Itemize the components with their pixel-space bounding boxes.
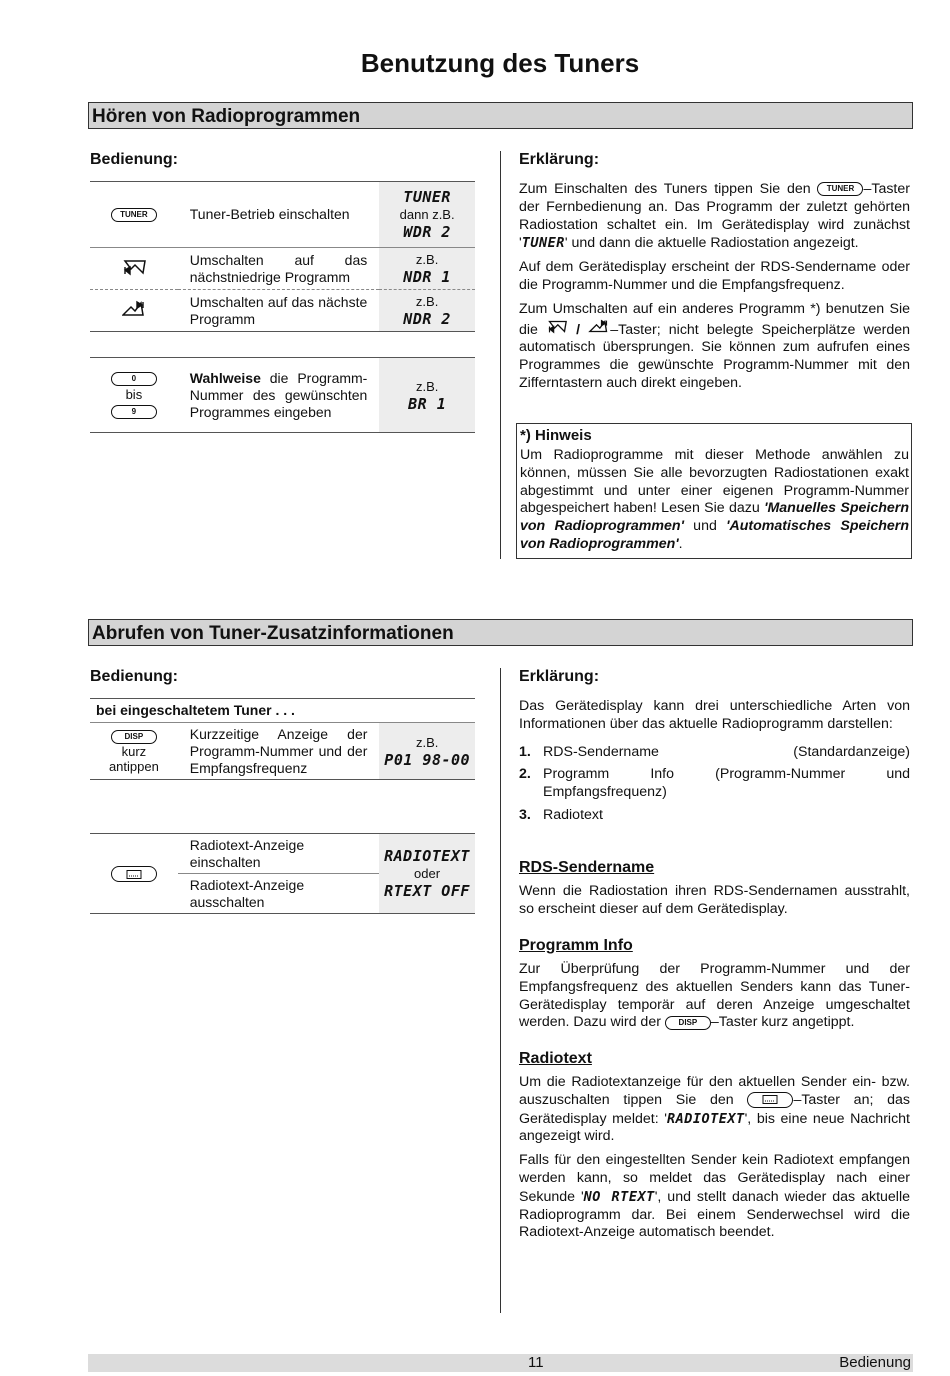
text: . [678,535,683,552]
text: und [683,518,727,535]
display-text: NO RTEXT [583,1188,655,1205]
text: –Taster; nicht belegte Speicherplätze werden automatisch übersprungen. Sie können zum aufrufen eines Programmes die gewünschte Programm-Nummer mit den Zifferntastern auch direkt eingeben. [519,321,910,391]
text: –Taster kurz angetippt. [710,1014,855,1031]
row-header: bei eingeschaltetem Tuner . . . [96,702,295,718]
radiotext-button-icon [747,1092,793,1108]
display-text: RADIOTEXT [666,1110,745,1127]
tuner-button-icon: TUNER [111,208,157,222]
text: Um die Radiotextanzeige für den aktuellen Sender ein- bzw. auszuschalten tippen Sie den [519,1074,910,1108]
display-text: TUNER [521,235,565,252]
operation-table [90,181,475,332]
note-box [516,423,912,559]
rds-text: Wenn die Radiostation ihren RDS-Sendernamen ausstrahlt, so erscheint dieser auf dem Gerätedisplay. [519,883,910,917]
list-extra: (Standardanzeige) [793,743,910,760]
display-caption: dann z.B. [399,207,455,222]
text: –Taster an; das Gerätedisplay meldet: ' [519,1091,910,1127]
table-row [90,290,475,332]
table-row [90,182,475,248]
bedienung-heading: Bedienung: [90,668,178,685]
page-title: Benutzung des Tuners [360,48,640,78]
radiotext-button-icon [111,866,157,882]
display-text: RTEXT OFF [384,882,470,900]
display-caption: z.B. [415,252,439,267]
row-text: Radiotext-Anzeige ausschalten [189,876,305,910]
display-text: BR 1 [408,394,447,413]
list-item [519,744,910,762]
paragraph: Das Gerätedisplay kann drei unterschiedliche Arten von Informationen über das aktuelle Radioprogramm darstellen: [519,698,910,732]
explanation-text [519,181,910,399]
display-text: P01 98-00 [384,750,471,769]
explanation-text [519,698,910,825]
text: –Taster der Fernbedienung an. Das Programm der zuletzt gehörten Radiostation schaltet ein. Im Gerätedisplay wird zunächst ' [519,181,910,252]
display-text: NDR 1 [403,268,451,286]
paragraph [519,1074,910,1146]
column-divider [500,151,501,559]
text: ' und dann die aktuelle Radiostation angezeigt. [564,235,859,252]
row-text: Radiotext-Anzeige einschalten [189,836,305,870]
button-hint: kurz [121,743,147,759]
list-text: RDS-Sendername [543,743,659,760]
row-text: Umschalten auf das nächstniedrige Programm [189,251,368,285]
row-text-bold: Wahlweise [189,369,261,386]
range-label: bis [125,387,143,402]
prev-station-icon [122,258,146,276]
display-text: RADIOTEXT [384,847,470,865]
radiotext-heading: Radiotext [519,1050,592,1067]
tuner-button-icon: TUNER [817,182,863,196]
radiotext-text [519,1074,910,1248]
paragraph [519,301,910,393]
list-number: 3. [519,806,531,823]
erklaerung-heading: Erklärung: [519,151,600,168]
display-caption: z.B. [415,378,439,394]
paragraph: Auf dem Gerätedisplay erscheint der RDS-Sendername oder die Programm-Nummer und die Empfangsfrequenz. [519,259,910,293]
display-caption: oder [414,866,441,881]
page-number: 11 [528,1354,544,1371]
text: Falls für den eingestellten Sender kein Radiotext empfangen werden kann, so meldet das Gerätedisplay nach einer Sekunde ' [519,1152,910,1205]
row-text: Tuner-Betrieb einschalten [189,206,350,222]
list-number: 1. [519,743,531,760]
info-list [519,744,910,825]
display-text: WDR 2 [403,223,451,241]
text: Zum Einschalten des Tuners tippen Sie den [519,181,811,197]
display-caption: z.B. [415,294,439,309]
section-heading-info: Abrufen von Tuner-Zusatzinformationen [88,619,913,646]
list-item [519,807,910,825]
table-row [90,699,475,723]
next-station-icon [588,319,610,334]
display-text: NDR 2 [403,310,451,328]
table-row [90,358,475,433]
display-caption: z.B. [415,734,439,750]
text: Zur Überprüfung der Programm-Nummer und der Empfangsfrequenz des aktuellen Senders kann das Tuner-Gerätedisplay temporär auf deren Anzeige umgeschaltet werden. Dazu wird der [519,961,910,1031]
table-row [90,248,475,290]
radiotext-table [90,833,475,914]
info-table [90,698,475,780]
reference-manual: 'Manuelles Speichern von Radioprogrammen' [520,500,909,535]
rds-heading: RDS-Sendername [519,859,655,876]
digit-0-button-icon: 0 [111,372,157,386]
note-text [520,447,909,554]
section-heading-radio: Hören von Radioprogrammen [88,102,913,129]
row-text-rest: die Programm-Nummer des gewünschten Programmes eingeben [189,369,368,420]
direct-select-table [90,357,475,433]
row-text: Kurzzeitige Anzeige der Programm-Nummer und der Empfangsfrequenz [189,725,368,776]
page-footer [88,1354,913,1372]
table-row [90,723,475,780]
list-text: Programm Info (Programm-Nummer und Empfangsfrequenz) [543,766,910,801]
footer-label: Bedienung [839,1354,911,1371]
text: Zum Umschalten auf ein anderes Programm *) benutzen Sie die [519,300,910,338]
list-text: Radiotext [543,806,603,823]
programm-info-text [519,961,910,1032]
programm-info-heading: Programm Info [519,937,633,954]
list-item [519,766,910,802]
next-station-icon [122,300,146,318]
bedienung-heading: Bedienung: [90,151,178,168]
table-row [90,834,475,874]
separator: / [576,321,581,338]
list-number: 2. [519,766,531,783]
text: ', bis eine neue Nachricht angezeigt wird. [519,1110,910,1145]
column-divider [500,668,501,1313]
paragraph [519,181,910,253]
disp-button-icon: DISP [665,1016,711,1030]
disp-button-icon: DISP [111,730,157,744]
button-hint: antippen [108,758,159,774]
paragraph [519,1152,910,1242]
row-text: Umschalten auf das nächste Programm [189,293,368,327]
text: ', und stellt danach wieder das aktuelle Radioprogramm dar. Bei einem Senderwechsel wird die Radiotext-Anzeige automatisch beendet. [519,1188,910,1241]
reference-auto: 'Automatisches Speichern von Radioprogrammen' [520,518,909,552]
prev-station-icon [546,319,568,334]
display-text: TUNER [403,188,451,206]
digit-9-button-icon: 9 [111,405,157,419]
note-heading: *) Hinweis [520,427,592,444]
erklaerung-heading: Erklärung: [519,668,600,685]
row-text [178,358,380,433]
text: Um Radioprogramme mit dieser Methode anwählen zu können, müssen Sie alle bevorzugten Radiostationen exakt abgestimmt und unter einer eigenen Programm-Nummer abgespeichert haben! Lesen Sie dazu [520,447,909,517]
